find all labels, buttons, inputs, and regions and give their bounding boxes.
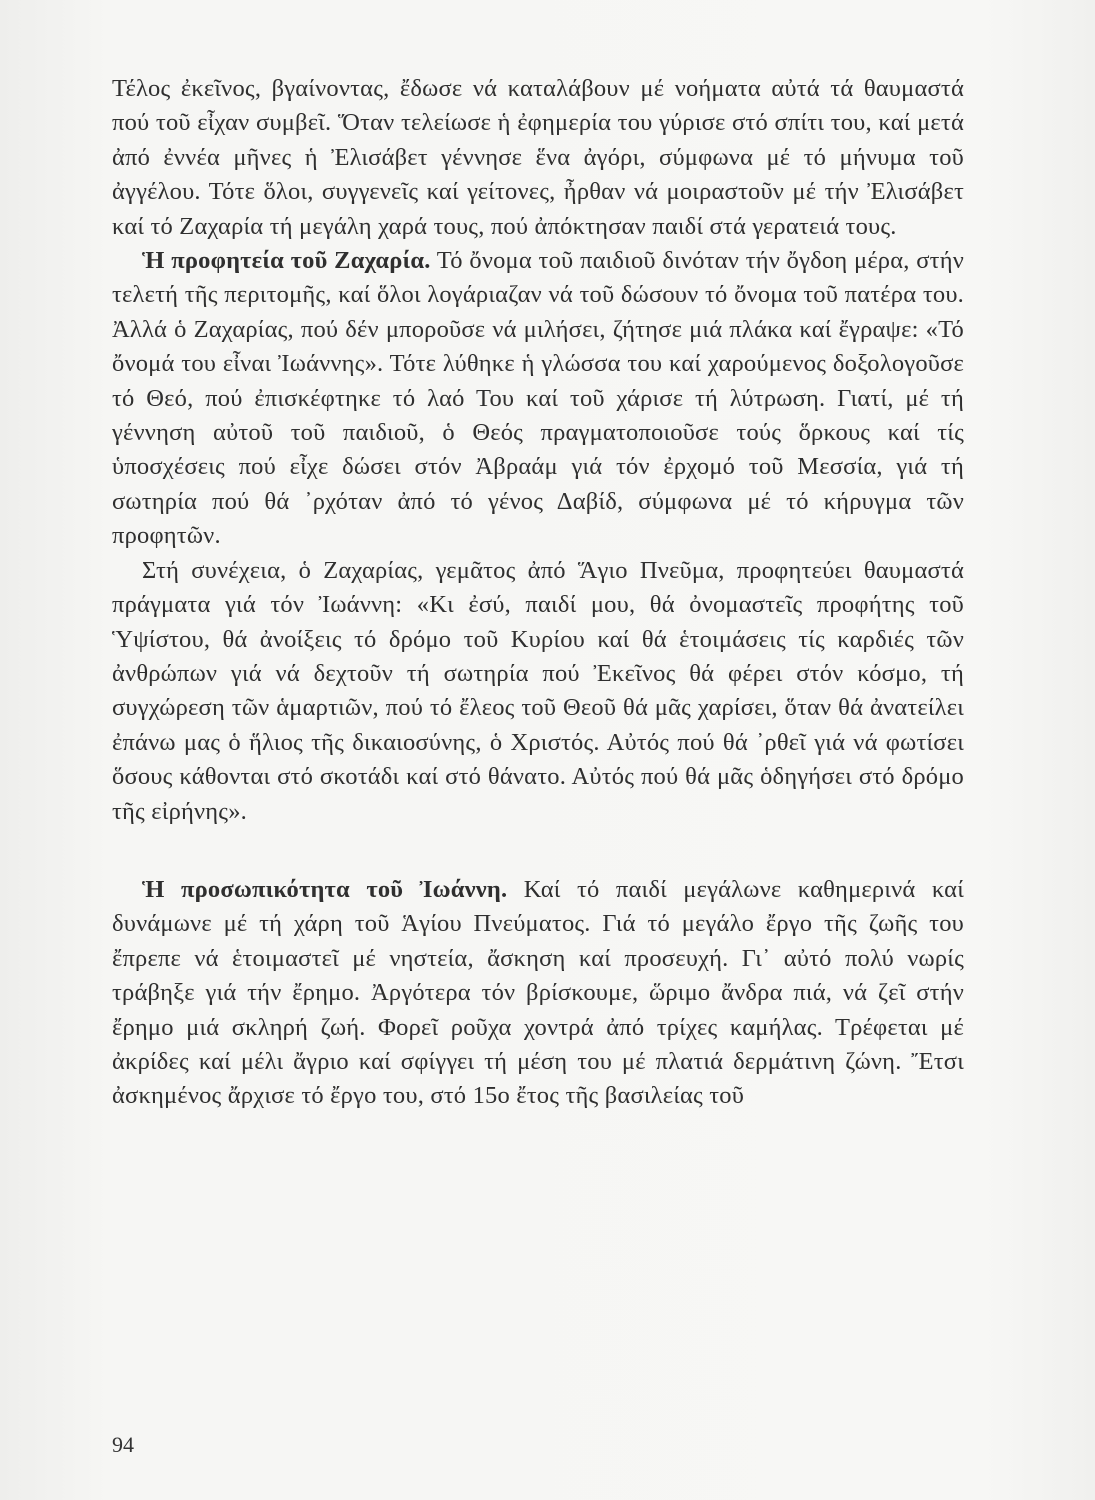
paragraph-4-text: Καί τό παιδί μεγάλωνε καθημερινά καί δυνάμωνε μέ τή χάρη τοῦ Ἁγίου Πνεύματος. Γιά τό μεγάλο ἔργο τῆς ζωῆς του ἔπρεπε νά ἑτοιμαστεῖ μέ νηστεία, ἄσκηση καί προσευχή. Γι᾽ αὐτό πολύ νωρίς τράβηξε γιά τήν ἔρημο. Ἀργότερα τόν βρίσκουμε, ὥριμο ἄνδρα πιά, νά ζεῖ στήν ἔρημο μιά σκληρή ζωή. Φορεῖ ροῦχα χοντρά ἀπό τρίχες καμήλας. Τρέφεται μέ ἀκρίδες καί μέλι ἄγριο καί σφίγγει τή μέση του μέ πλατιά δερμάτινη ζώνη. Ἔτσι ἀσκημένος ἄρχισε τό ἔργο του, στό 15ο ἔτος τῆς βασιλείας τοῦ (112, 875, 964, 1110)
section-spacer (112, 829, 964, 873)
paragraph-2 (112, 244, 964, 554)
paragraph-3 (112, 554, 964, 829)
heading-personality-of-john: Ἡ προσωπικότητα τοῦ Ἰωάννη. (142, 875, 508, 903)
paragraph-1 (112, 72, 964, 244)
paragraph-2-text: Τό ὄνομα τοῦ παιδιοῦ δινόταν τήν ὄγδοη μέρα, στήν τελετή τῆς περιτομῆς, καί ὅλοι λογάριαζαν νά τοῦ δώσουν τό ὄνομα τοῦ πατέρα του. Ἀλλά ὁ Ζαχαρίας, πού δέν μποροῦσε νά μιλήσει, ζήτησε μιά πλάκα καί ἔγραψε: «Τό ὄνομά του εἶναι Ἰωάννης». Τότε λύθηκε ἡ γλώσσα του καί χαρούμενος δοξολογοῦσε τό Θεό, πού ἐπισκέφτηκε τό λαό Του καί τοῦ χάρισε τή λύτρωση. Γιατί, μέ τή γέννηση αὐτοῦ τοῦ παιδιοῦ, ὁ Θεός πραγματοποιοῦσε τούς ὅρκους καί τίς ὑποσχέσεις πού εἶχε δώσει στόν Ἀβραάμ γιά τόν ἐρχομό τοῦ Μεσσία, γιά τή σωτηρία πού θά ᾽ρχόταν ἀπό τό γένος Δαβίδ, σύμφωνα μέ τό κήρυγμα τῶν προφητῶν. (112, 247, 964, 550)
paragraph-4 (112, 873, 964, 1114)
paragraph-1-text: Τέλος ἐκεῖνος, βγαίνοντας, ἔδωσε νά καταλάβουν μέ νοήματα αὐτά τά θαυμαστά πού τοῦ εἶχαν συμβεῖ. Ὅταν τελείωσε ἡ ἐφημερία του γύρισε στό σπίτι του, καί μετά ἀπό ἐννέα μῆνες ἡ Ἐλισάβετ γέννησε ἕνα ἀγόρι, σύμφωνα μέ τό μήνυμα τοῦ ἀγγέλου. Τότε ὅλοι, συγγενεῖς καί γείτονες, ἦρθαν νά μοιραστοῦν μέ τήν Ἐλισάβετ καί τό Ζαχαρία τή μεγάλη χαρά τους, πού ἀπόκτησαν παιδί στά γερατειά τους. (112, 75, 964, 240)
page-number: 94 (112, 1432, 134, 1457)
page-text-block (112, 72, 964, 1114)
heading-prophecy-of-zacharias: Ἡ προφητεία τοῦ Ζαχαρία. (142, 247, 431, 275)
paragraph-3-text: Στή συνέχεια, ὁ Ζαχαρίας, γεμᾶτος ἀπό Ἅγιο Πνεῦμα, προφητεύει θαυμαστά πράγματα γιά τόν Ἰωάννη: «Κι ἐσύ, παιδί μου, θά ὀνομαστεῖς προφήτης τοῦ Ὑψίστου, θά ἀνοίξεις τό δρόμο τοῦ Κυρίου καί θά ἑτοιμάσεις τίς καρδιές τῶν ἀνθρώπων γιά νά δεχτοῦν τή σωτηρία πού Ἐκεῖνος θά φέρει στόν κόσμο, τή συγχώρεση τῶν ἁμαρτιῶν, πού τό ἔλεος τοῦ Θεοῦ θά μᾶς χαρίσει, ὅταν θά ἀνατείλει ἐπάνω μας ὁ ἥλιος τῆς δικαιοσύνης, ὁ Χριστός. Αὐτός πού θά ᾽ρθεῖ γιά νά φωτίσει ὅσους κάθονται στό σκοτάδι καί στό θάνατο. Αὐτός πού θά μᾶς ὁδηγήσει στό δρόμο τῆς εἰρήνης». (112, 556, 964, 825)
